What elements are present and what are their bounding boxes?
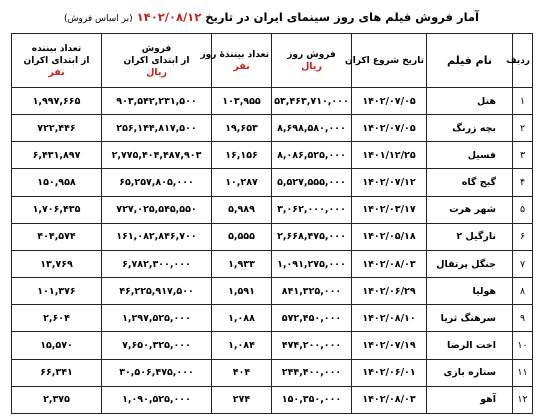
film-name: اخت الرضا [427,332,513,359]
film-name: آهو [427,386,513,413]
daily-sales: ۸,۰۸۶,۵۲۵,۰۰۰ [272,142,352,169]
header-total-viewers [12,34,102,88]
start-date: ۱۴۰۲/۰۷/۰۵ [352,88,427,115]
total-viewers: ۱,۹۹۷,۶۶۵ [12,88,102,115]
total-sales: ۱,۲۹۷,۵۲۵,۰۰۰ [102,305,212,332]
header-daily-viewers [200,34,272,88]
total-viewers: ۱,۷۰۶,۴۳۵ [12,196,102,223]
daily-sales: ۵۳,۴۶۳,۷۱۰,۰۰۰ [272,88,352,115]
total-viewers: ۱۰۱,۳۷۶ [12,278,102,305]
daily-viewers: ۲۷۴ [212,386,272,413]
total-viewers: ۶۶,۳۴۱ [12,359,102,386]
table-row [12,305,533,332]
row-index: ۹ [513,305,533,332]
total-viewers: ۲,۶۰۴ [12,305,102,332]
film-name: جنگل پرتقال [427,250,513,277]
total-sales: ۶,۷۸۲,۳۰۰,۰۰۰ [102,250,212,277]
header-daily-viewers-unit: نفر [233,60,250,72]
start-date: ۱۴۰۲/۰۷/۱۲ [352,169,427,196]
total-viewers: ۱۵,۵۷۰ [12,332,102,359]
daily-viewers: ۱۰۳,۹۵۵ [212,88,272,115]
daily-viewers: ۱,۰۸۸ [212,305,272,332]
table-row [12,359,533,386]
row-index: ۱۰ [513,332,533,359]
row-index: ۶ [513,223,533,250]
daily-sales: ۲۴۴,۴۰۰,۰۰۰ [272,359,352,386]
daily-sales: ۸,۶۹۸,۵۸۰,۰۰۰ [272,115,352,142]
row-index: ۳ [513,142,533,169]
table-row [12,169,533,196]
total-sales: ۶۵,۲۵۷,۸۰۵,۰۰۰ [102,169,212,196]
table-row [12,88,533,115]
daily-sales: ۳,۰۶۲,۰۰۰,۰۰۰ [272,196,352,223]
table-row [12,115,533,142]
table-row [12,223,533,250]
start-date: ۱۴۰۲/۰۵/۱۸ [352,223,427,250]
header-daily-sales-unit: ریال [301,60,322,72]
table-row [12,332,533,359]
sales-table [11,33,533,414]
table-row [12,278,533,305]
total-sales: ۱,۰۹۰,۵۲۵,۰۰۰ [102,386,212,413]
header-row [12,34,533,88]
total-sales: ۹۰۳,۵۴۲,۲۳۱,۵۰۰ [102,88,212,115]
total-viewers: ۷۲۲,۴۴۶ [12,115,102,142]
row-index: ۷ [513,250,533,277]
daily-sales: ۱,۰۹۱,۲۷۵,۰۰۰ [272,250,352,277]
row-index: ۲ [513,115,533,142]
header-total-sales-unit: ریال [146,66,167,78]
total-viewers: ۶,۴۳۱,۸۹۷ [12,142,102,169]
total-sales: ۴۶,۲۲۵,۹۱۷,۵۰۰ [102,278,212,305]
header-film: نام فیلم [427,34,513,88]
daily-viewers: ۱,۰۸۴ [212,332,272,359]
start-date: ۱۴۰۲/۰۶/۰۱ [352,359,427,386]
daily-viewers: ۵,۹۸۹ [212,196,272,223]
start-date: ۱۴۰۲/۰۳/۱۷ [352,196,427,223]
daily-sales: ۲,۶۶۸,۴۷۵,۰۰۰ [272,223,352,250]
row-index: ۱۱ [513,359,533,386]
film-name: شهر هرت [427,196,513,223]
daily-viewers: ۱۰,۲۸۷ [212,169,272,196]
total-sales: ۳۰,۵۰۶,۴۷۵,۰۰۰ [102,359,212,386]
daily-sales: ۸۴۱,۳۲۵,۰۰۰ [272,278,352,305]
daily-viewers: ۴۰۴ [212,359,272,386]
table-row [12,196,533,223]
film-name: هولیا [427,278,513,305]
table-row [12,250,533,277]
start-date: ۱۴۰۲/۰۸/۰۳ [352,250,427,277]
row-index: ۱۲ [513,386,533,413]
header-total-viewers-unit: نفر [48,66,65,78]
total-viewers: ۱۳,۷۶۹ [12,250,102,277]
row-index: ۱ [513,88,533,115]
daily-sales: ۵,۵۲۷,۵۵۵,۰۰۰ [272,169,352,196]
total-sales: ۱۶۱,۰۸۲,۸۴۶,۷۰۰ [102,223,212,250]
row-index: ۴ [513,169,533,196]
start-date: ۱۴۰۲/۰۷/۰۵ [352,115,427,142]
title-date: ۱۴۰۲/۰۸/۱۲ [136,10,202,24]
daily-viewers: ۱۶,۱۵۶ [212,142,272,169]
daily-viewers: ۱,۹۳۳ [212,250,272,277]
row-index: ۸ [513,278,533,305]
film-name: سرهنگ ثریا [427,305,513,332]
daily-viewers: ۱۹,۶۵۳ [212,115,272,142]
film-name: گیج گاه [427,169,513,196]
table-row [12,386,533,413]
header-total-viewers-label: تعداد بیننده از ابتدای اکران [23,43,90,66]
daily-viewers: ۱,۵۹۱ [212,278,272,305]
film-name: نارگیل ۲ [427,223,513,250]
total-sales: ۷۲۷,۰۲۵,۵۴۵,۵۵۰ [102,196,212,223]
page-title [0,6,543,28]
total-sales: ۲,۷۷۵,۴۰۴,۴۸۷,۹۰۳ [102,142,212,169]
total-viewers: ۲,۳۷۵ [12,386,102,413]
header-row-index: ردیف [513,34,533,88]
daily-viewers: ۵,۵۵۵ [212,223,272,250]
daily-sales: ۵۷۲,۴۵۰,۰۰۰ [272,305,352,332]
total-sales: ۷,۶۵۰,۳۲۵,۰۰۰ [102,332,212,359]
header-start-date: تاریخ شروع اکران [352,34,427,88]
table-row [12,142,533,169]
total-sales: ۲۵۶,۱۴۴,۸۱۷,۵۰۰ [102,115,212,142]
total-viewers: ۴۰۴,۵۷۴ [12,223,102,250]
film-name: هتل [427,88,513,115]
title-main: آمار فروش فیلم های روز سینمای ایران در تاریخ [205,10,479,24]
header-daily-sales [272,34,352,88]
start-date: ۱۴۰۱/۱۲/۲۵ [352,142,427,169]
title-note: (بر اساس فروش) [64,14,133,24]
film-name: ستاره بازی [427,359,513,386]
daily-sales: ۴۷۴,۲۰۰,۰۰۰ [272,332,352,359]
film-name: فسیل [427,142,513,169]
start-date: ۱۴۰۲/۰۸/۱۰ [352,305,427,332]
header-total-sales-label: فروش از ابتدای اکران [123,43,190,66]
header-total-sales [102,34,212,88]
start-date: ۱۴۰۲/۰۶/۲۹ [352,278,427,305]
start-date: ۱۴۰۲/۰۸/۰۳ [352,386,427,413]
start-date: ۱۴۰۲/۰۷/۱۹ [352,332,427,359]
header-daily-sales-label: فروش روز [287,49,336,60]
daily-sales: ۱۵۰,۳۵۰,۰۰۰ [272,386,352,413]
header-daily-viewers-label: تعداد بینندهٔ روز [200,49,269,60]
total-viewers: ۱۵۰,۹۵۸ [12,169,102,196]
film-name: بچه زرنگ [427,115,513,142]
row-index: ۵ [513,196,533,223]
